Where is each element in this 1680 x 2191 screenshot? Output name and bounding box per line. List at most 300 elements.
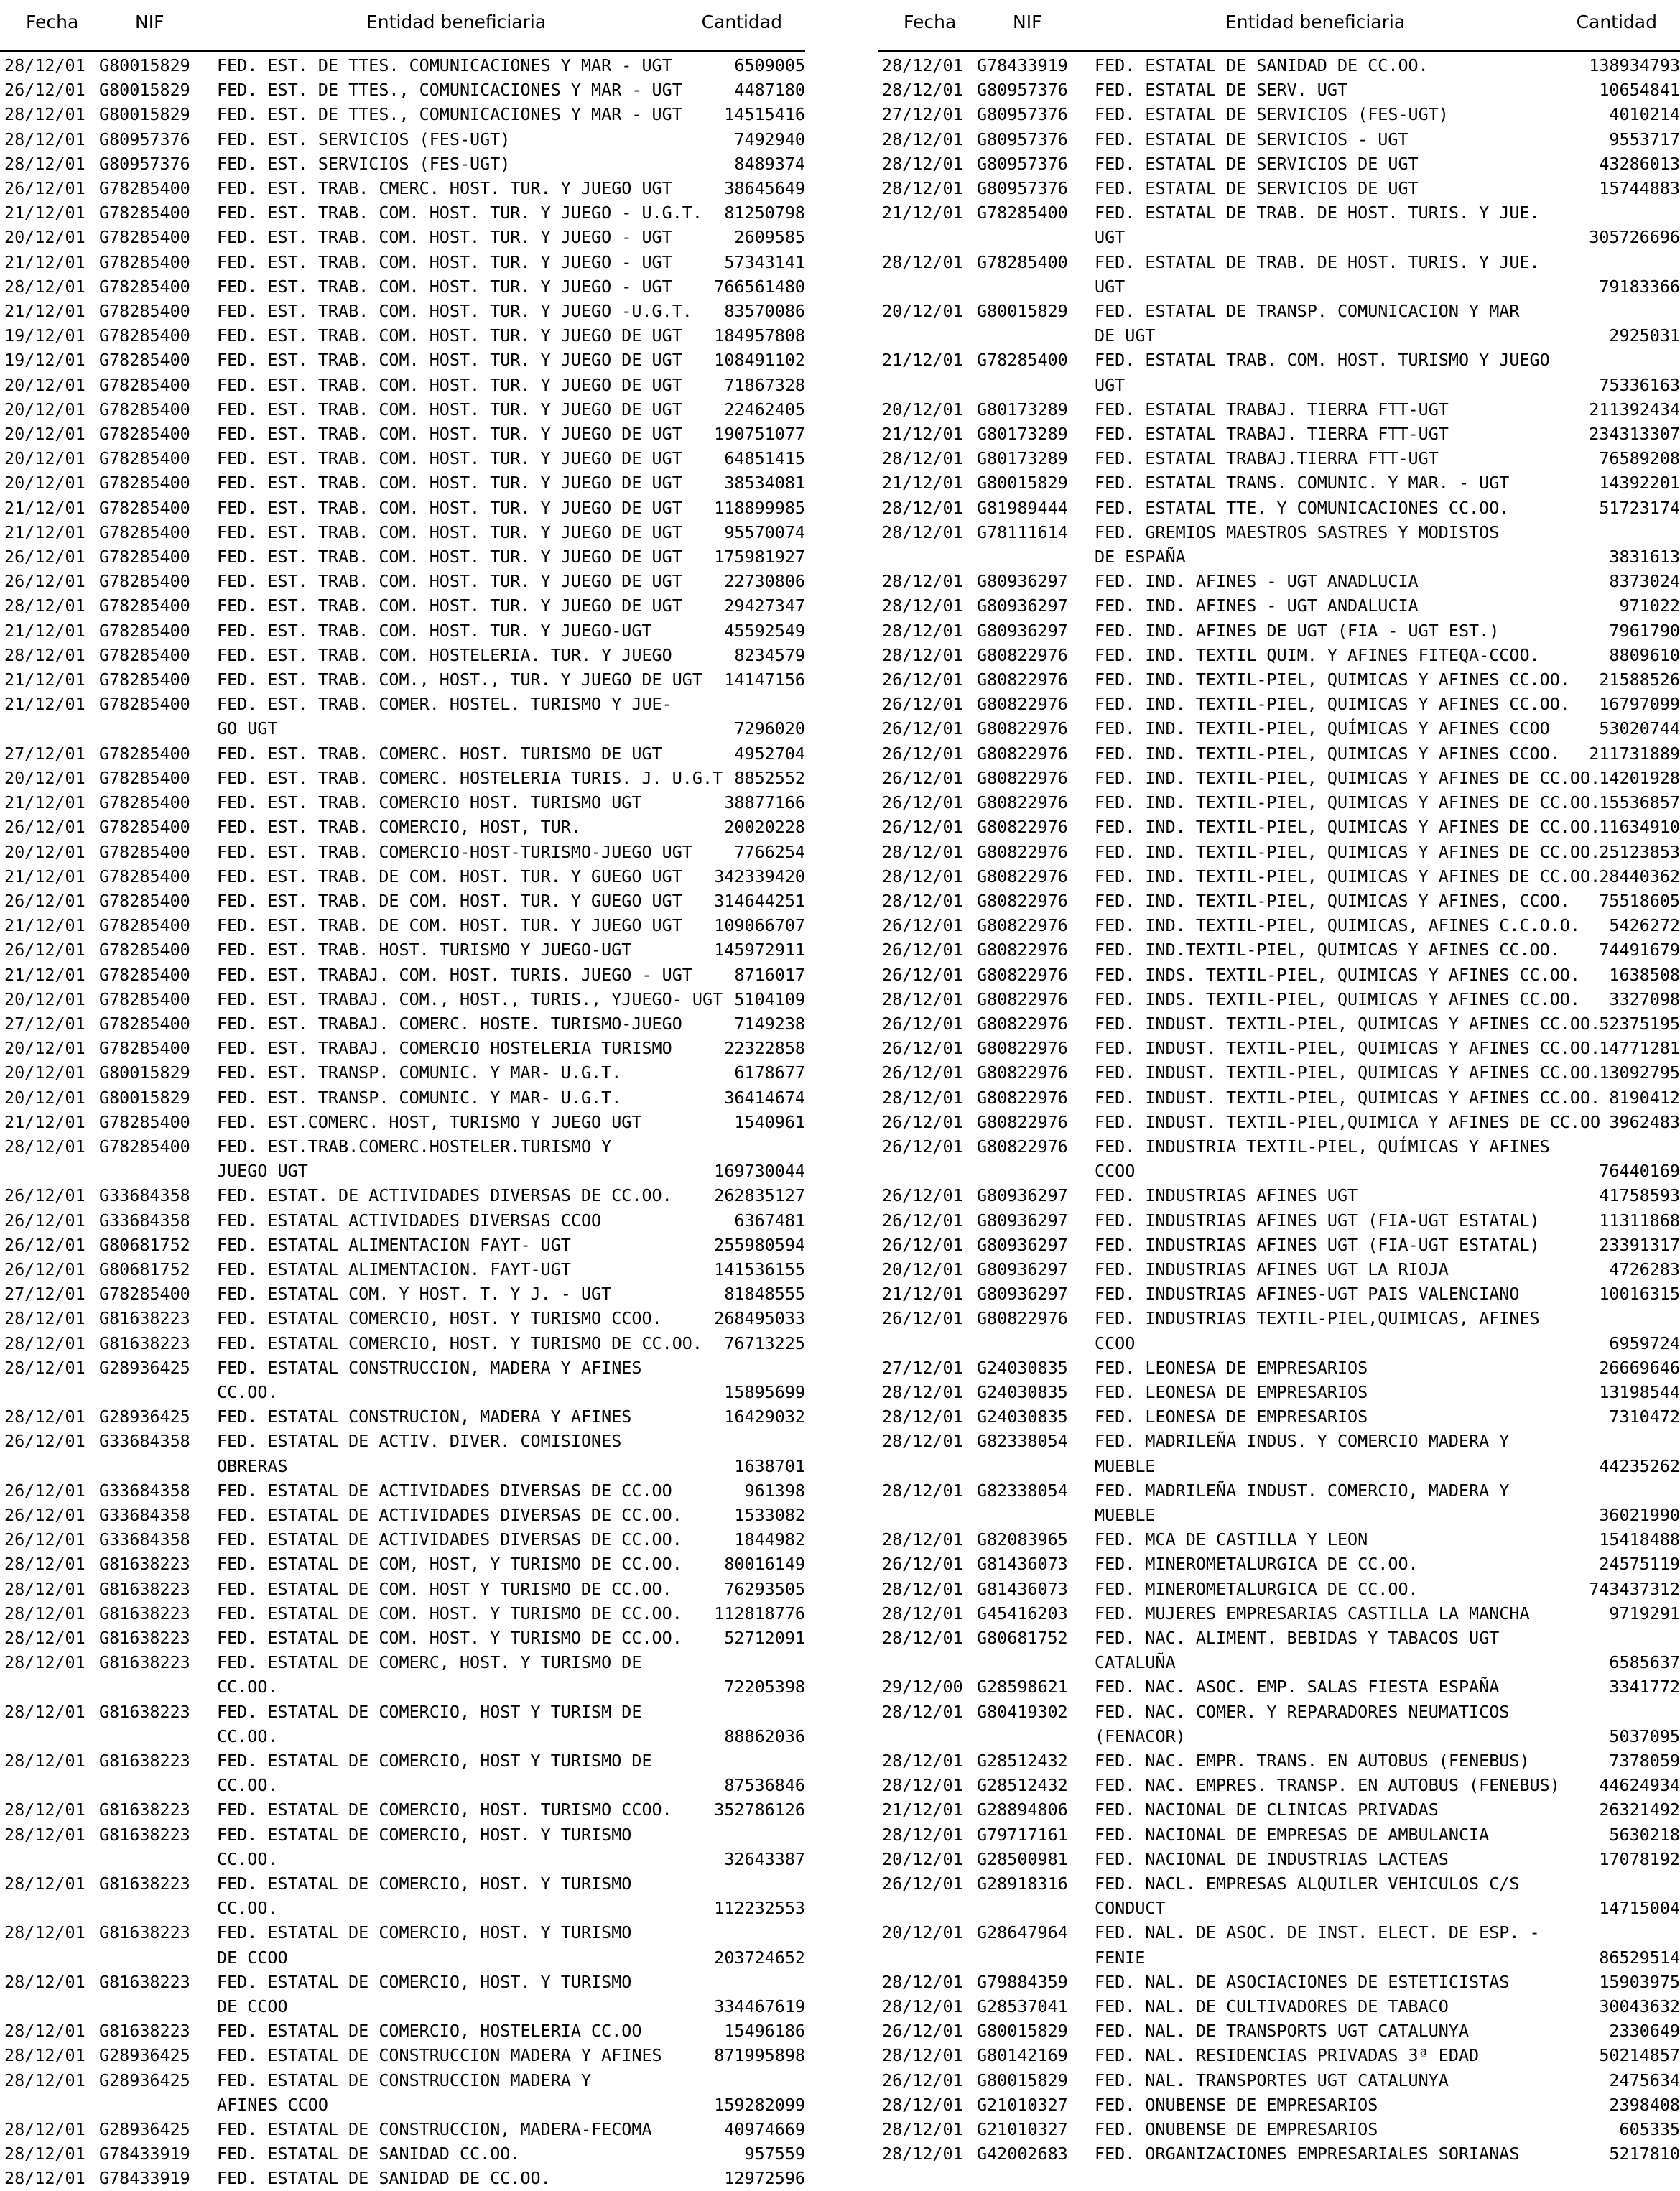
table-row	[0, 840, 805, 864]
row-nif: G80015829	[977, 299, 1068, 323]
row-amount: 334467619	[714, 1994, 805, 2019]
row-date: 21/12/01	[4, 864, 85, 889]
row-date: 26/12/01	[882, 913, 963, 937]
row-date: 28/12/01	[882, 2093, 963, 2117]
table-row	[0, 593, 805, 618]
row-date: 21/12/01	[4, 200, 85, 225]
row-entity-line: FED. ESTATAL DE COMERCIO, HOST Y TURISMO DE	[217, 1748, 805, 1773]
row-entity	[1095, 1257, 1680, 1282]
row-entity	[1095, 1674, 1680, 1699]
row-amount: 169730044	[714, 1159, 805, 1183]
row-nif: G42002683	[977, 2141, 1068, 2166]
row-date: 26/12/01	[4, 1208, 85, 1233]
table-row	[0, 643, 805, 667]
row-entity	[217, 1404, 805, 1429]
table-row	[878, 1233, 1680, 1257]
row-amount: 1540961	[734, 1110, 805, 1134]
row-entity	[217, 2019, 805, 2043]
row-entity-line: FED. ESTATAL TTE. Y COMUNICACIONES CC.OO.	[1095, 496, 1680, 520]
row-nif: G80822976	[977, 815, 1068, 839]
row-entity-line: FED. IND.TEXTIL-PIEL, QUIMICAS Y AFINES CC.OO.	[1095, 937, 1680, 962]
row-entity-line: FED. EST. TRAB. COM. HOST. TUR. Y JUEGO DE UGT	[217, 446, 805, 471]
row-date: 21/12/01	[882, 1282, 963, 1306]
row-entity	[1095, 348, 1680, 397]
row-nif: G80822976	[977, 937, 1068, 962]
row-entity	[217, 1626, 805, 1650]
row-date: 28/12/01	[4, 53, 85, 78]
row-entity-line: UGT	[1095, 225, 1680, 249]
table-row	[0, 1871, 805, 1920]
row-entity-line: DE ESPAÑA	[1095, 545, 1680, 569]
row-entity-line: GO UGT	[217, 716, 805, 741]
row-entity	[1095, 569, 1680, 593]
table-row	[878, 2043, 1680, 2067]
row-entity-line: DE CCOO	[217, 1945, 805, 1970]
row-entity-line: FED. EST. TRABAJ. COM. HOST. TURIS. JUEGO - UGT	[217, 963, 805, 987]
table-row	[878, 569, 1680, 593]
row-nif: G21010327	[977, 2093, 1068, 2117]
row-entity	[217, 963, 805, 987]
row-entity	[1095, 2093, 1680, 2117]
row-date: 20/12/01	[882, 1920, 963, 1945]
row-entity-line: FED. MADRILEÑA INDUS. Y COMERCIO MADERA Y	[1095, 1429, 1680, 1453]
row-entity-line: FED. NACIONAL DE CLINICAS PRIVADAS	[1095, 1797, 1680, 1822]
row-date: 28/12/01	[882, 1773, 963, 1797]
table-row	[878, 1356, 1680, 1380]
table-row	[878, 520, 1680, 569]
row-date: 19/12/01	[4, 323, 85, 348]
row-date: 20/12/01	[4, 840, 85, 864]
row-date: 28/12/01	[882, 2043, 963, 2067]
row-nif: G81638223	[99, 1601, 190, 1626]
row-nif: G33684358	[99, 1183, 190, 1208]
table-row	[878, 250, 1680, 299]
row-entity	[1095, 78, 1680, 102]
row-amount: 2475634	[1609, 2068, 1680, 2093]
row-entity-line: FED. IND. TEXTIL-PIEL, QUIMICAS Y AFINES CCOO.	[1095, 741, 1680, 766]
row-nif: G78285400	[99, 913, 190, 937]
table-row	[0, 1356, 805, 1404]
table-row	[878, 1036, 1680, 1060]
row-date: 26/12/01	[882, 766, 963, 790]
row-amount: 2925031	[1609, 323, 1680, 348]
row-nif: G28918316	[977, 1871, 1068, 1896]
row-entity-line: FED. IND. TEXTIL-PIEL, QUIMICAS Y AFINES CC.OO.	[1095, 692, 1680, 716]
row-date: 28/12/01	[4, 1626, 85, 1650]
row-nif: G80822976	[977, 1306, 1068, 1330]
row-amount: 5217810	[1609, 2141, 1680, 2166]
table-row	[0, 619, 805, 643]
row-amount: 14771281	[1599, 1036, 1680, 1060]
row-nif: G78285400	[99, 937, 190, 962]
row-nif: G80822976	[977, 1110, 1068, 1134]
row-entity	[217, 2117, 805, 2141]
row-amount: 5630218	[1609, 1822, 1680, 1847]
row-amount: 40974669	[724, 2117, 805, 2141]
row-entity	[217, 766, 805, 790]
row-entity	[1095, 1700, 1680, 1748]
row-amount: 9719291	[1609, 1601, 1680, 1626]
row-amount: 79183366	[1599, 274, 1680, 299]
row-date: 28/12/01	[882, 520, 963, 545]
row-entity-line: AFINES CCOO	[217, 2093, 805, 2117]
table-row	[0, 667, 805, 692]
row-entity	[217, 373, 805, 397]
row-nif: G78285400	[99, 323, 190, 348]
row-entity-line: FED. INDUST. TEXTIL-PIEL, QUIMICAS Y AFINES CC.OO.	[1095, 1060, 1680, 1085]
row-nif: G80936297	[977, 619, 1068, 643]
row-nif: G80015829	[99, 78, 190, 102]
row-amount: 8190412	[1609, 1085, 1680, 1110]
row-amount: 80016149	[724, 1552, 805, 1576]
row-entity	[217, 1822, 805, 1871]
table-row	[878, 1404, 1680, 1429]
row-entity-line: FED. EST. TRABAJ. COMERC. HOSTE. TURISMO-JUEGO	[217, 1011, 805, 1036]
table-row	[0, 323, 805, 348]
table-row	[878, 1577, 1680, 1601]
row-amount: 7961790	[1609, 619, 1680, 643]
row-date: 27/12/01	[4, 741, 85, 766]
row-entity-line: CCOO	[1095, 1331, 1680, 1356]
row-entity	[1095, 1797, 1680, 1822]
row-nif: G28936425	[99, 1356, 190, 1380]
table-row	[878, 1626, 1680, 1674]
row-amount: 211731889	[1589, 741, 1680, 766]
row-entity	[217, 840, 805, 864]
row-amount: 38877166	[724, 790, 805, 815]
row-nif: G80681752	[99, 1233, 190, 1257]
row-date: 21/12/01	[882, 471, 963, 495]
row-entity-line: FED. EST.TRAB.COMERC.HOSTELER.TURISMO Y	[217, 1134, 805, 1159]
table-row	[878, 937, 1680, 962]
table-row	[878, 1920, 1680, 1969]
row-entity-line: FED. INDUST. TEXTIL-PIEL, QUIMICAS Y AFINES CC.OO.	[1095, 1085, 1680, 1110]
row-nif: G81638223	[99, 1626, 190, 1650]
row-amount: 8373024	[1609, 569, 1680, 593]
row-nif: G78111614	[977, 520, 1068, 545]
row-nif: G80015829	[99, 1085, 190, 1110]
table-row	[878, 1183, 1680, 1208]
row-entity	[1095, 1208, 1680, 1233]
row-date: 28/12/01	[882, 643, 963, 667]
row-entity-line: FED. ORGANIZACIONES EMPRESARIALES SORIANAS	[1095, 2141, 1680, 2166]
row-date: 28/12/01	[4, 1577, 85, 1601]
row-nif: G80936297	[977, 593, 1068, 618]
row-entity-line: FED. ESTATAL TRABAJ. TIERRA FTT-UGT	[1095, 397, 1680, 422]
row-amount: 184957808	[714, 323, 805, 348]
row-entity	[217, 987, 805, 1011]
row-date: 28/12/01	[882, 593, 963, 618]
row-entity	[217, 1282, 805, 1306]
table-row	[0, 422, 805, 446]
row-amount: 52712091	[724, 1626, 805, 1650]
row-entity	[1095, 152, 1680, 176]
table-row	[0, 790, 805, 815]
row-date: 28/12/01	[882, 1822, 963, 1847]
row-date: 21/12/01	[4, 496, 85, 520]
row-entity	[217, 225, 805, 249]
row-date: 21/12/01	[4, 667, 85, 692]
table-row	[0, 1233, 805, 1257]
table-row	[878, 422, 1680, 446]
row-nif: G78285400	[99, 692, 190, 716]
row-amount: 52375195	[1599, 1011, 1680, 1036]
row-entity-line: FED. ESTATAL DE SERVICIOS DE UGT	[1095, 152, 1680, 176]
row-date: 20/12/01	[882, 1257, 963, 1282]
row-amount: 175981927	[714, 545, 805, 569]
row-date: 28/12/01	[882, 176, 963, 200]
row-entity-line: FED. LEONESA DE EMPRESARIOS	[1095, 1380, 1680, 1404]
row-entity	[217, 1700, 805, 1748]
row-date: 28/12/01	[4, 1700, 85, 1724]
row-nif: G81638223	[99, 1748, 190, 1773]
row-entity	[1095, 889, 1680, 913]
row-entity-line: FED. ESTATAL DE COMERC, HOST. Y TURISMO DE	[217, 1650, 805, 1674]
row-amount: 118899985	[714, 496, 805, 520]
row-nif: G80822976	[977, 766, 1068, 790]
row-nif: G80822976	[977, 643, 1068, 667]
row-amount: 1638508	[1609, 963, 1680, 987]
row-entity-line: FED. ESTATAL DE COMERCIO, HOSTELERIA CC.OO	[217, 2019, 805, 2043]
row-nif: G78285400	[99, 593, 190, 618]
row-nif: G81638223	[99, 1700, 190, 1724]
row-entity	[1095, 1060, 1680, 1085]
row-date: 21/12/01	[4, 1110, 85, 1134]
row-entity-line: FED. INDUSTRIAS TEXTIL-PIEL,QUIMICAS, AFINES	[1095, 1306, 1680, 1330]
row-date: 28/12/01	[882, 1577, 963, 1601]
row-amount: 961398	[745, 1478, 806, 1503]
table-row	[0, 1085, 805, 1110]
row-entity	[1095, 963, 1680, 987]
row-date: 28/12/01	[4, 643, 85, 667]
table-row	[0, 1257, 805, 1282]
table-row	[0, 1920, 805, 1969]
row-entity-line: FED. EST. TRAB. COM. HOST. TUR. Y JUEGO - UGT	[217, 250, 805, 274]
row-amount: 109066707	[714, 913, 805, 937]
row-amount: 203724652	[714, 1945, 805, 1970]
table-row	[878, 2117, 1680, 2141]
table-row	[0, 2068, 805, 2117]
header-fecha: Fecha	[904, 11, 956, 32]
row-amount: 211392434	[1589, 397, 1680, 422]
row-amount: 112232553	[714, 1896, 805, 1920]
row-nif: G81638223	[99, 1797, 190, 1822]
table-row	[0, 864, 805, 889]
table-row	[0, 397, 805, 422]
table-row	[878, 864, 1680, 889]
row-entity-line: FED. MCA DE CASTILLA Y LEON	[1095, 1527, 1680, 1552]
row-date: 28/12/01	[4, 102, 85, 126]
row-amount: 26321492	[1599, 1797, 1680, 1822]
row-entity-line: FED. MINEROMETALURGICA DE CC.OO.	[1095, 1577, 1680, 1601]
row-date: 28/12/01	[882, 1700, 963, 1724]
row-entity-line: FED. NAC. EMPR. TRANS. EN AUTOBUS (FENEBUS)	[1095, 1748, 1680, 1773]
row-entity	[217, 200, 805, 225]
row-date: 21/12/01	[4, 692, 85, 716]
row-nif: G79717161	[977, 1822, 1068, 1847]
row-amount: 11634910	[1599, 815, 1680, 839]
row-entity	[217, 619, 805, 643]
row-amount: 24575119	[1599, 1552, 1680, 1576]
table-row	[878, 496, 1680, 520]
row-entity	[217, 127, 805, 152]
row-nif: G81638223	[99, 1331, 190, 1356]
table-row	[878, 1060, 1680, 1085]
row-amount: 2330649	[1609, 2019, 1680, 2043]
row-date: 28/12/01	[4, 2019, 85, 2043]
row-date: 20/12/01	[882, 1847, 963, 1871]
row-entity	[1095, 520, 1680, 569]
row-entity	[217, 53, 805, 78]
row-entity-line: FED. EST. TRAB. COM. HOST. TUR. Y JUEGO - UGT	[217, 225, 805, 249]
row-nif: G78285400	[99, 348, 190, 372]
row-amount: 6367481	[734, 1208, 805, 1233]
row-date: 20/12/01	[4, 471, 85, 495]
row-date: 20/12/01	[4, 225, 85, 249]
row-amount: 159282099	[714, 2093, 805, 2117]
row-amount: 75336163	[1599, 373, 1680, 397]
table-row	[0, 2019, 805, 2043]
row-date: 21/12/01	[4, 520, 85, 545]
table-row	[878, 741, 1680, 766]
table-row	[878, 790, 1680, 815]
table-row	[0, 1331, 805, 1356]
table-row	[878, 1478, 1680, 1527]
row-entity-line: FED. MINEROMETALURGICA DE CC.OO.	[1095, 1552, 1680, 1576]
row-amount: 81250798	[724, 200, 805, 225]
row-amount: 4487180	[734, 78, 805, 102]
table-row	[878, 1527, 1680, 1552]
row-amount: 3341772	[1609, 1674, 1680, 1699]
row-date: 28/12/01	[882, 127, 963, 152]
row-nif: G80822976	[977, 716, 1068, 741]
row-entity	[217, 1085, 805, 1110]
row-nif: G78285400	[99, 667, 190, 692]
row-date: 28/12/01	[4, 1871, 85, 1896]
row-entity-line: FED. EST.COMERC. HOST, TURISMO Y JUEGO UGT	[217, 1110, 805, 1134]
table-row	[878, 1847, 1680, 1871]
row-entity-line: FED. ESTATAL DE COM. HOST. Y TURISMO DE CC.OO.	[217, 1626, 805, 1650]
row-date: 20/12/01	[882, 299, 963, 323]
row-nif: G78285400	[99, 864, 190, 889]
row-amount: 305726696	[1589, 225, 1680, 249]
row-date: 26/12/01	[4, 1429, 85, 1453]
row-nif: G78285400	[99, 299, 190, 323]
row-entity	[217, 2166, 805, 2190]
row-nif: G80957376	[977, 102, 1068, 126]
row-date: 28/12/01	[4, 1970, 85, 1994]
row-amount: 44624934	[1599, 1773, 1680, 1797]
table-row	[0, 1601, 805, 1626]
row-entity-line: FED. EST. TRAB. COM., HOST., TUR. Y JUEGO DE UGT	[217, 667, 805, 692]
row-date: 20/12/01	[4, 1036, 85, 1060]
table-row	[0, 200, 805, 225]
table-row	[878, 1429, 1680, 1478]
table-row	[0, 987, 805, 1011]
row-entity-line: FED. ESTATAL ACTIVIDADES DIVERSAS CCOO	[217, 1208, 805, 1233]
row-amount: 8489374	[734, 152, 805, 176]
table-row	[878, 102, 1680, 126]
table-row	[0, 1626, 805, 1650]
table-row	[878, 1700, 1680, 1748]
table-header	[0, 0, 805, 52]
row-amount: 51723174	[1599, 496, 1680, 520]
row-entity-line: FED. ESTATAL CONSTRUCCION, MADERA Y AFINES	[217, 1356, 805, 1380]
table-row	[878, 471, 1680, 495]
row-date: 27/12/01	[4, 1011, 85, 1036]
row-date: 28/12/01	[882, 889, 963, 913]
row-amount: 10016315	[1599, 1282, 1680, 1306]
row-amount: 3831613	[1609, 545, 1680, 569]
row-date: 28/12/01	[882, 2141, 963, 2166]
row-entity	[1095, 1994, 1680, 2019]
table-row	[878, 1208, 1680, 1233]
table-row	[0, 1404, 805, 1429]
row-entity	[1095, 2117, 1680, 2141]
row-nif: G28512432	[977, 1773, 1068, 1797]
header-nif: NIF	[1013, 11, 1041, 32]
row-entity-line: FED. IND. TEXTIL-PIEL, QUIMICAS Y AFINES DE CC.OO.	[1095, 790, 1680, 815]
row-date: 28/12/01	[882, 1429, 963, 1453]
row-date: 28/12/01	[4, 127, 85, 152]
row-entity	[217, 1208, 805, 1233]
row-entity	[1095, 102, 1680, 126]
row-entity-line: FED. EST. TRAB. COMERC. HOSTELERIA TURIS. J. U.G.T	[217, 766, 805, 790]
table-row	[0, 446, 805, 471]
row-amount: 28440362	[1599, 864, 1680, 889]
table-row	[878, 1257, 1680, 1282]
row-nif: G81638223	[99, 1306, 190, 1330]
row-date: 26/12/01	[882, 1183, 963, 1208]
row-entity	[1095, 692, 1680, 716]
row-date: 21/12/01	[4, 913, 85, 937]
row-entity-line: FED. LEONESA DE EMPRESARIOS	[1095, 1404, 1680, 1429]
row-entity	[1095, 1036, 1680, 1060]
table-row	[878, 397, 1680, 422]
table-row	[878, 200, 1680, 249]
row-nif: G78285400	[99, 250, 190, 274]
row-entity-line: FED. ESTATAL DE ACTIVIDADES DIVERSAS DE CC.OO.	[217, 1503, 805, 1527]
row-nif: G33684358	[99, 1208, 190, 1233]
row-entity-line: FED. INDUSTRIAS AFINES UGT (FIA-UGT ESTATAL)	[1095, 1208, 1680, 1233]
row-date: 21/12/01	[882, 1797, 963, 1822]
row-date: 26/12/01	[4, 937, 85, 962]
row-date: 26/12/01	[882, 692, 963, 716]
row-entity-line: CONDUCT	[1095, 1896, 1680, 1920]
row-date: 26/12/01	[882, 741, 963, 766]
row-nif: G80173289	[977, 397, 1068, 422]
row-entity	[1095, 496, 1680, 520]
row-amount: 15496186	[724, 2019, 805, 2043]
row-entity-line: FED. ONUBENSE DE EMPRESARIOS	[1095, 2117, 1680, 2141]
table-row	[0, 766, 805, 790]
table-row	[0, 1011, 805, 1036]
row-amount: 342339420	[714, 864, 805, 889]
row-amount: 15903975	[1599, 1970, 1680, 1994]
row-entity	[1095, 619, 1680, 643]
row-amount: 44235262	[1599, 1454, 1680, 1478]
header-cantidad: Cantidad	[702, 11, 782, 32]
table-row	[878, 176, 1680, 200]
row-entity	[1095, 2068, 1680, 2093]
row-nif: G82338054	[977, 1478, 1068, 1503]
row-nif: G81638223	[99, 2019, 190, 2043]
row-entity	[217, 250, 805, 274]
row-entity-line: FED. EST. DE TTES., COMUNICACIONES Y MAR - UGT	[217, 102, 805, 126]
table-row	[0, 1282, 805, 1306]
table-row	[878, 840, 1680, 864]
row-amount: 14392201	[1599, 471, 1680, 495]
